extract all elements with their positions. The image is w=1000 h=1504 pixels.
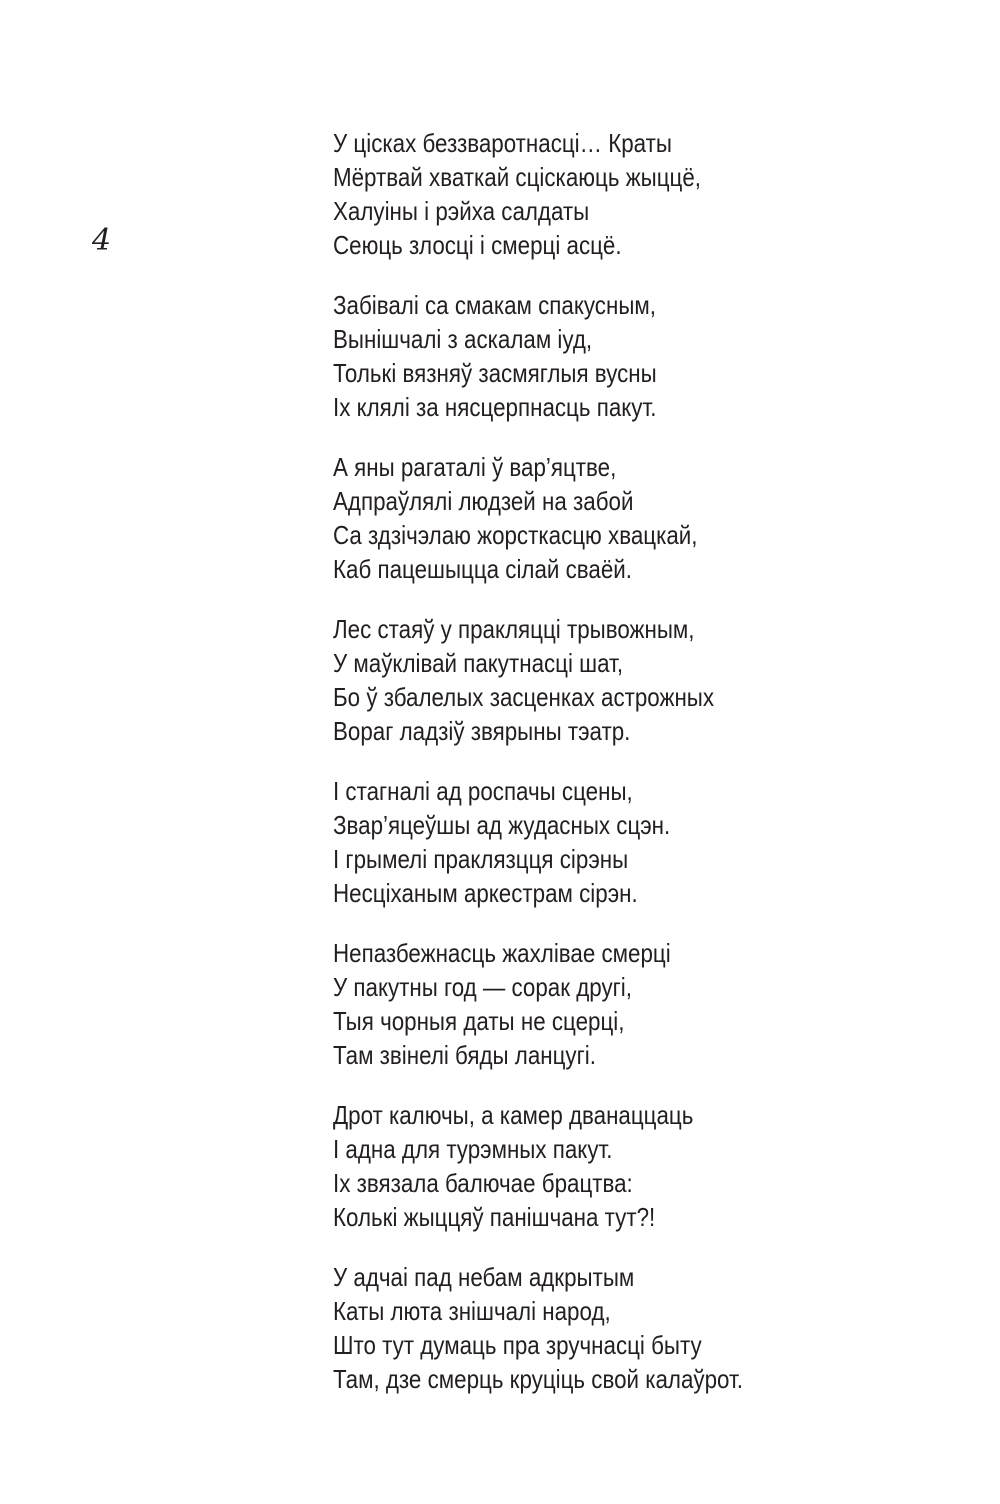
stanza-2 bbox=[333, 288, 983, 424]
poem-line: І адна для турэмных пакут. bbox=[333, 1134, 613, 1164]
poem-line: Забівалі са смакам спакусным, bbox=[333, 290, 656, 320]
poem-line: Тыя чорныя даты не сцерці, bbox=[333, 1006, 625, 1036]
poem-line: Вораг ладзіў звярыны тэатр. bbox=[333, 716, 631, 746]
poem-line: Колькі жыццяў панішчана тут?! bbox=[333, 1202, 656, 1232]
poem-line: Іх звязала балючае брацтва: bbox=[333, 1168, 633, 1198]
poem-line: Непазбежнасць жахлівае смерці bbox=[333, 938, 671, 968]
poem-line: Адпраўлялі людзей на забой bbox=[333, 486, 634, 516]
stanza-5 bbox=[333, 774, 983, 910]
poem-line: Дрот калючы, а камер дванаццаць bbox=[333, 1100, 694, 1130]
poem-line: У маўклівай пакутнасці шат, bbox=[333, 648, 624, 678]
poem-line: Звар’яцеўшы ад жудасных сцэн. bbox=[333, 810, 671, 840]
stanza-7 bbox=[333, 1098, 983, 1234]
poem-line: У цісках беззваротнасці… Краты bbox=[333, 128, 672, 158]
poem-line: І стагналі ад роспачы сцены, bbox=[333, 776, 633, 806]
poem-line: Каты люта знішчалі народ, bbox=[333, 1296, 611, 1326]
poem-line: Бо ў збалелых засценках астрожных bbox=[333, 682, 715, 712]
stanza-3 bbox=[333, 450, 983, 586]
poem-line: Са здзічэлаю жорсткасцю хвацкай, bbox=[333, 520, 698, 550]
poem-line: Каб пацешыцца сілай сваёй. bbox=[333, 554, 633, 584]
poem-line: Несціханым аркестрам сірэн. bbox=[333, 878, 638, 908]
poem-line: Іх клялі за нясцерпнасць пакут. bbox=[333, 392, 657, 422]
poem-line: Вынішчалі з аскалам іуд, bbox=[333, 324, 593, 354]
poem-line: Сеюць злосці і смерці асцё. bbox=[333, 230, 622, 260]
poem-line: Што тут думаць пра зручнасці быту bbox=[333, 1330, 702, 1360]
stanza-6 bbox=[333, 936, 983, 1072]
stanza-8 bbox=[333, 1260, 983, 1396]
poem-line: У адчаі пад небам адкрытым bbox=[333, 1262, 635, 1292]
stanza-1 bbox=[333, 126, 983, 262]
page-number: 4 bbox=[92, 223, 112, 258]
poem-body bbox=[333, 126, 983, 1422]
poem-line: У пакутны год — сорак другі, bbox=[333, 972, 632, 1002]
poem-line: Лес стаяў у пракляцці трывожным, bbox=[333, 614, 695, 644]
poem-line: Мёртвай хваткай сціскаюць жыццё, bbox=[333, 162, 701, 192]
stanza-4 bbox=[333, 612, 983, 748]
poem-line: А яны рагаталі ў вар’яцтве, bbox=[333, 452, 617, 482]
poem-line: Там звінелі бяды ланцугі. bbox=[333, 1040, 596, 1070]
poem-line: Халуіны і рэйха салдаты bbox=[333, 196, 590, 226]
poem-line: Толькі вязняў засмяглыя вусны bbox=[333, 358, 657, 388]
poem-line: І грымелі праклязцця сірэны bbox=[333, 844, 629, 874]
poem-line: Там, дзе смерць круціць свой калаўрот. bbox=[333, 1364, 743, 1394]
